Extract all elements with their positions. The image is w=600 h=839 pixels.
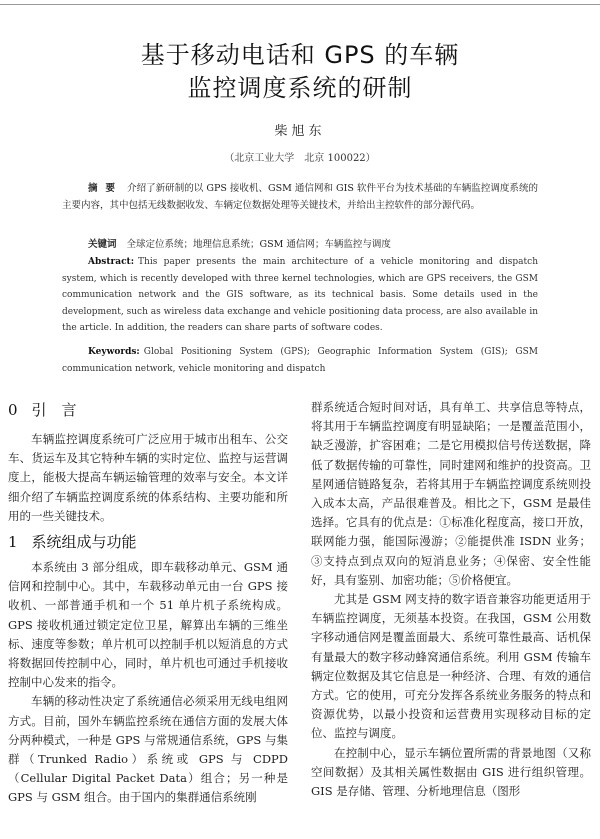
header-rule: [0, 4, 600, 5]
keywords-chinese-text: 全球定位系统；地理信息系统；GSM 通信网；车辆监控与调度: [126, 239, 391, 250]
keywords-chinese-label: 关键词: [88, 239, 117, 250]
abstract-chinese: [62, 181, 538, 214]
abstract-english-text: This paper presents the main architecture of a vehicle monitoring and dispatch system, which is recently developed with three kernel technologies, which are GPS receivers, the GSM communication network and the GIS software, as its technical basis. Some details used in the development, such as wireless data exchange and vehicle positioning data process, are also available in the article. In addition, the readers can share parts of software codes.: [62, 257, 538, 334]
section-heading-system: [8, 530, 288, 554]
keywords-english: [62, 344, 538, 377]
author-name: 柴旭东: [274, 124, 326, 139]
paragraph: 车辆的移动性决定了系统通信必须采用无线电组网方式。目前，国外车辆监控系统在通信方面的发展大体分两种模式，一种是 GPS 与常规通信系统，GPS 与集群（Trunked Radio）系统或 GPS 与 CDPD（Cellular Digital Packet Data）组合；另一种是 GPS 与 GSM 组合。由于国内的集群通信系统刚: [8, 694, 288, 805]
section-number: 0: [8, 401, 18, 419]
body-column-left: [8, 398, 288, 808]
section-number: 1: [8, 533, 18, 552]
paragraph: 群系统适合短时间对话，具有单工、共享信息等特点，将其用于车辆监控调度有明显缺陷；一是覆盖范围小，缺乏漫游，扩容困难；二是它用模拟信号传送数据，降低了数据传输的可靠性，同时建网和维护的投资高。卫星网通信链路复杂，若将其用于车辆监控调度系统则投入成本太高，产品很难普及。相比之下，GSM 是最佳选择。它具有的优点是：①标准化程度高，接口开放，联网能力强，能国际漫游；②能提供准 ISDN 业务；③支持点到点双向的短消息业务；④保密、安全性能好，具有鉴别、加密功能；⑤价格便宜。: [311, 400, 591, 587]
abstract-english: [62, 254, 538, 337]
section-title: 系统组成与功能: [31, 533, 137, 552]
keywords-english-text: Global Positioning System (GPS); Geographic Information System (GIS); GSM communication network, vehicle monitoring and dispatch: [62, 347, 538, 374]
abstract-chinese-text: 介绍了新研制的以 GPS 接收机、GSM 通信网和 GIS 软件平台为技术基础的车辆监控调度系统的主要内容，其中包括无线数据收发、车辆定位数据处理等关键技术，并给出主控软件的部分源代码。: [62, 183, 538, 211]
body-column-right: [311, 398, 591, 801]
paragraph: 本系统由 3 部分组成，即车载移动单元、GSM 通信网和控制中心。其中，车载移动单元由一台 GPS 接收机、一部普通手机和一个 51 单片机子系统构成。GPS 接收机通过锁定定位卫星，解算出车辆的三维坐标、速度等参数；单片机可以控制手机以短消息的方式将数据回传控制中心，同时，单片机也可通过手机接收控制中心发来的指令。: [8, 560, 288, 690]
affiliation: （北京工业大学 北京 100022）: [224, 153, 376, 164]
section-title: 引 言: [31, 401, 77, 419]
keywords-english-label: Keywords:: [88, 347, 140, 357]
paragraph: 在控制中心，显示车辆位置所需的背景地图（又称空间数据）及其相关属性数据由 GIS 进行组织管理。GIS 是存储、管理、分析地理信息（图形: [311, 745, 591, 799]
abstract-english-label: Abstract:: [88, 257, 135, 267]
keywords-chinese: [88, 236, 548, 250]
paper-title-line-2: 监控调度系统的研制: [187, 74, 413, 102]
abstract-chinese-label: 摘要: [88, 183, 124, 194]
paper-title-line-1: 基于移动电话和 GPS 的车辆: [140, 41, 460, 69]
paragraph: 尤其是 GSM 网支持的数字语音兼容功能更适用于车辆监控调度，无须基本投资。在我国，GSM 公用数字移动通信网是覆盖面最大、系统可靠性最高、话机保有量最大的数字移动蜂窝通信系统。利用 GSM 传输车辆定位数据及其它信息是一种经济、合理、有效的通信方式。它的使用，可充分发挥各系统业务服务的特点和资源优势，以最小投资和运营费用实现移动目标的定位、监控与调度。: [311, 592, 591, 741]
section-heading-introduction: [8, 398, 288, 422]
paragraph: 车辆监控调度系统可广泛应用于城市出租车、公交车、货运车及其它特种车辆的实时定位、监控与运营调度上，能极大提高车辆运输管理的效率与安全。本文详细介绍了车辆监控调度系统的体系结构、主要功能和所用的一些关键技术。: [8, 432, 288, 523]
